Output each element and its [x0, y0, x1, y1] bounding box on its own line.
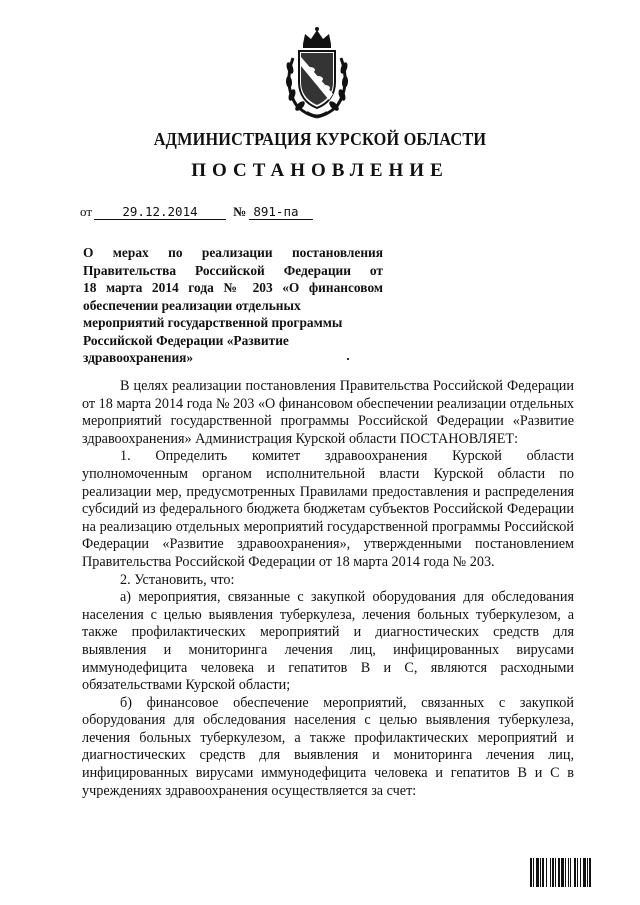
document-type-heading: ПОСТАНОВЛЕНИЕ — [191, 160, 449, 181]
item-2-paragraph: 2. Установить, что: — [120, 571, 235, 588]
subject-line: обеспечении реализации отдельных — [83, 297, 301, 313]
document-subject — [83, 244, 383, 367]
organization-title: АДМИНИСТРАЦИЯ КУРСКОЙ ОБЛАСТИ — [153, 129, 487, 149]
document-number: 891-па — [249, 205, 313, 220]
item-1-paragraph: 1. Определить комитет здравоохранения Курской области уполномоченным органом исполнительной власти Курской области по реализации мер, предусмотренных Правилами предоставления и распределения субсидий из федерального бюджета бюджетам субъектов Российской Федерации на реализацию отдельных мероприятий государственной программы Российской Федерации «Развитие здравоохранения», утвержденными постановлением Правительства Российской Федерации от 18 марта 2014 года № 203. — [82, 448, 574, 570]
document-body — [82, 378, 574, 800]
preamble-paragraph: В целях реализации постановления Правительства Российской Федерации от 18 марта 2014 года № 203 «О финансовом обеспечении реализации отдельных мероприятий государственной программы Российской Федерации «Развитие здравоохранения» Администрация Курской области ПОСТАНОВЛЯЕТ: — [82, 378, 574, 447]
item-2a-paragraph: а) мероприятия, связанные с закупкой оборудования для обследования населения с целью выявления туберкулеза, лечения больных туберкулезом, а также профилактических мероприятий и диагностических средств для выявления и мониторинга лечения лиц, инфицированных вирусами иммунодефицита человека и гепатитов В и С, являются расходными обязательствами Курской области; — [82, 589, 574, 694]
subject-line: Российской Федерации «Развитие — [83, 332, 289, 348]
subject-line: здравоохранения» — [83, 350, 194, 365]
subject-line: Правительства Российской Федерации от — [83, 262, 383, 278]
subject-line: 18 марта 2014 года № 203 «О финансовом — [83, 280, 383, 295]
document-date: 29.12.2014 — [94, 205, 226, 220]
subject-line: мероприятий государственной программы — [83, 315, 343, 330]
subject-line: О мерах по реализации постановления — [83, 245, 383, 260]
scan-mark — [347, 358, 349, 360]
barcode-icon — [530, 858, 622, 887]
coat-of-arms-icon — [281, 24, 353, 120]
document-dateline — [80, 204, 313, 220]
date-label: от — [80, 204, 93, 219]
number-label: № — [233, 204, 247, 219]
item-2b-paragraph: б) финансовое обеспечение мероприятий, связанных с закупкой оборудования для обследования населения с целью выявления туберкулеза, лечения больных туберкулезом, а также профилактических мероприятий и диагностических средств для выявления и мониторинга лечения лиц, инфицированных вирусами иммунодефицита человека и гепатитов В и С в учреждениях здравоохранения осуществляется за счет: — [82, 694, 574, 799]
